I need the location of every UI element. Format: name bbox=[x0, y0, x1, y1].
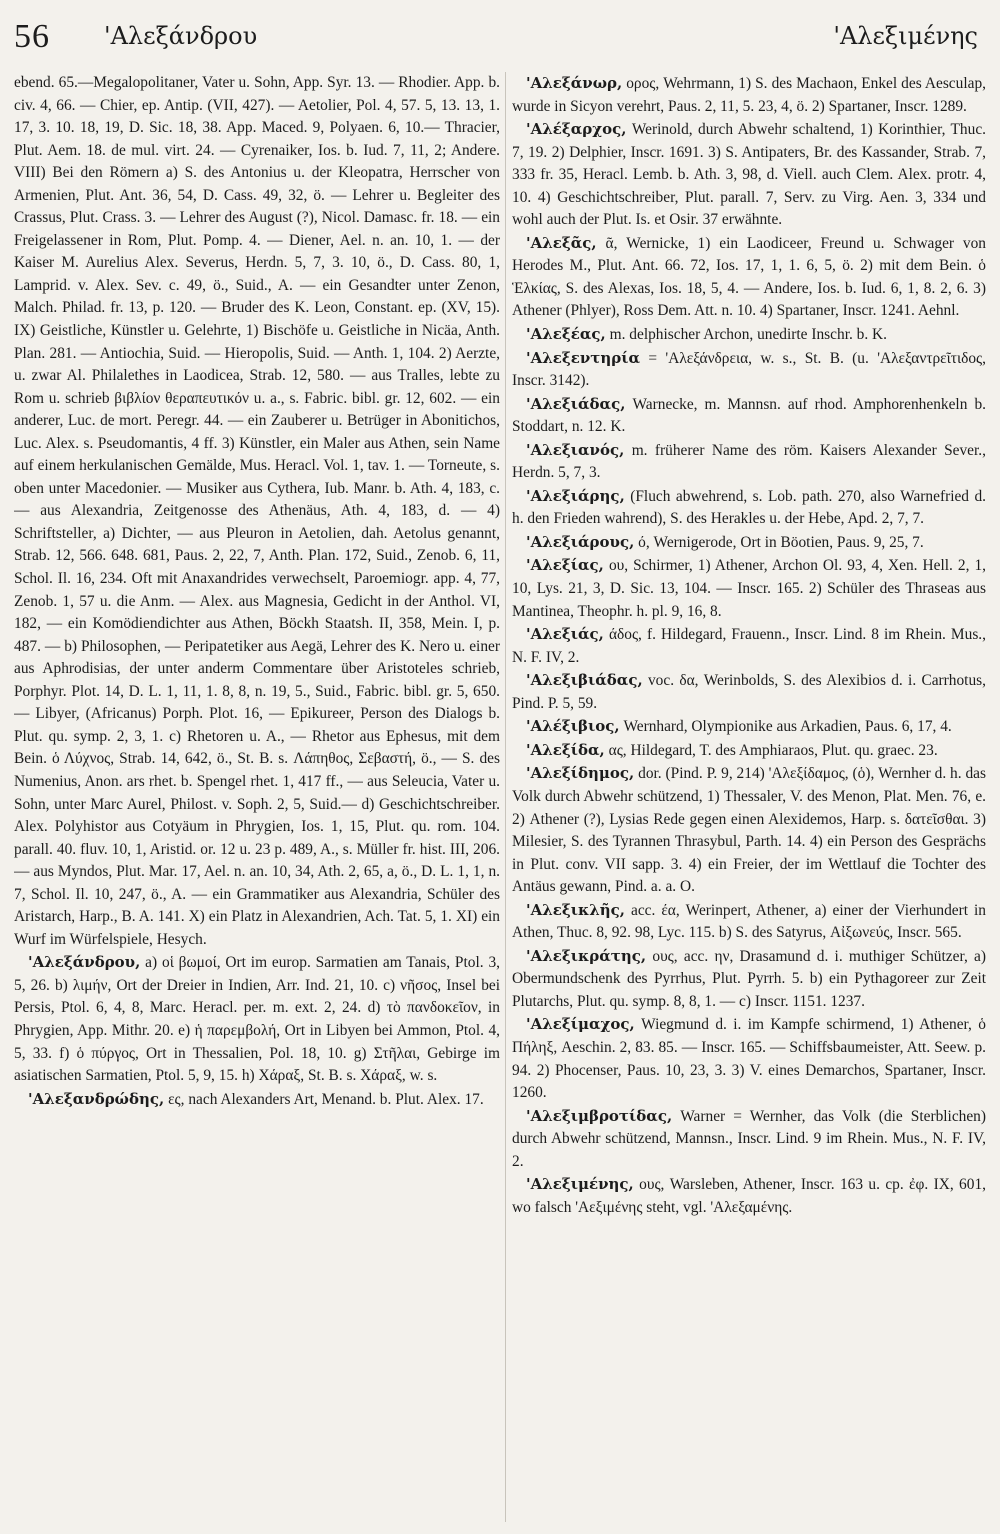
entry-text: Wiegmund d. i. im Kampfe schirmend, 1) Athener, ὁ Πήληξ, Aeschin. 2, 83. 85. — Inscr. 165. — Schiffsbaumeister, Att. Seew. p. 94. 2) Phocenser, Paus. 10, 23, 3. 3) V. eines Demarchos, Spartaner, Inscr. 1260. bbox=[512, 1016, 986, 1102]
entry-text: (Fluch abwehrend, s. Lob. path. 270, also Warnefried d. h. den Frieden wahrend), S. des Herakles u. der Hebe, Apd. 2, 7, 7. bbox=[512, 487, 986, 528]
running-head-left: 'Αλεξάνδρου bbox=[104, 22, 258, 50]
entry-text: acc. έα, Werinpert, Athener, a) einer der Vierhundert in Athen, Thuc. 8, 92. 98, Lyc. 115. b) S. des Satyrus, Αἰξωνεύς, Inscr. 565. bbox=[512, 901, 986, 942]
entry-headword: 'Αλεξιανός, bbox=[526, 440, 625, 459]
entry-headword: 'Αλεξιάς, bbox=[526, 625, 604, 644]
entry-text: ebend. 65.—Megalopolitaner, Vater u. Sohn, App. Syr. 13. — Rhodier. App. b. civ. 4, 66. — Chier, ep. Antip. (VII, 427). — Aetolier, Pol. 4, 57. 5, 13. 13, 1. 17, 3. 10. 18, 19, D. Sic. 18, 38. App. Maced. 9, Polyaen. 6, 10.— Thracier, Plut. Aem. 18. de mul. virt. 24. — Cyrenaiker, Ios. b. Iud. 7, 11, 2; Andere. VIII) Bei den Römern a) S. des Antonius u. der Kleopatra, Herrscher von Armenien, Plut. Ant. 36, 54, D. Cass. 49, 32, ö. — Lehrer u. Begleiter des Crassus, Plut. Crass. 3. — Lehrer des August (?), Nicol. Damasc. fr. 18. — ein Freigelassener in Rom, Plut. Pomp. 4. — Diener, Ael. n. an. 10, 1. — der Kaiser M. Aurelius Alex. Severus, Herdn. 5, 7, 3. 10, ö., D. Cass. 80, 1, Lamprid. v. Alex. Sev. c. 49, ö., Suid., A. — ein Gesandter unter Zenon, Malch. Philad. fr. 13, p. 120. — Bruder des K. Leon, Constant. ep. (XV, 15). IX) Geistliche, Künstler u. Gelehrte, 1) Bischöfe u. Geistliche in Nicäa, Anth. Plan. 281. — Antiochia, Suid. — Hieropolis, Suid. — Anth. 1, 104. 2) Aerzte, u. zwar Al. Philalethes in Laodicea, Strab. 12, 580. — aus Tralles, lebte zu Rom u. schrieb βιβλίον θεραπευτικόν u. a., s. Fabric. bibl. gr. 12, 602. — ein anderer, Luc. de mort. Peregr. 44. — ein Zauberer u. Betrüger in Abonitichos, Luc. Alex. s. Pseudomantis, 4 ff. 3) Künstler, ein Maler aus Athen, sein Name auf einem herkulanischen Gemälde, Mus. Heracl. Vol. 1, tav. 1. — Torneute, s. oben unter Macedonier. — Musiker aus Cythera, Iub. Manr. b. Ath. 4, 183, c. — aus Alexandria, Zeitgenosse des Athenäus, Ath. 4, 183, d. — 4) Schriftsteller, a) Dichter, — aus Pleuron in Aetolien, dah. Aetolus genannt, Strab. 12, 566. 648. 681, Paus. 2, 22, 7, Anth. Plan. 172, Suid., Zenob. 6, 11, Schol. Il. 16, 234. Oft mit Anaxandrides verwechselt, Paroemiogr. app. 4, 77, Zenob. 1, 57 u. die Anm. — Alex. aus Magnesia, Gedicht in der Anthol. VI, 182, — ein Komödiendichter aus Athen, Böckh Staatsh. II, 358, Mein. I, p. 487. — b) Philosophen, — Peripatetiker aus Aegä, Lehrer des K. Nero u. einer aus Aphrodisias, der unter anderm Commentare über Aristoteles schrieb, Porphyr. Plot. 14, D. L. 1, 11, 1. 8, 8, n. 19, 5., Suid., Fabric. bibl. gr. 5, 650. — Libyer, (Africanus) Porph. Plot. 16, — Epikureer, Person des Dialogs b. Plut. qu. symp. 2, 3, 1. c) Rhetoren u. A., — Rhetor aus Ephesus, mit dem Bein. ὁ Λύχνος, Strab. 14, 642, ö., St. B. s. Λάπηθος, Σεβαστή, ö., — S. des Numenius, Anon. ars rhet. b. Spengel rhet. 1, 417 ff., — aus Seleucia, Vater u. Sohn, unter Marc Aurel, Philost. v. Soph. 2, 5, Suid.— d) Geschichtschreiber. Alex. Polyhistor aus Cotyäum in Phrygien, Ios. 1, 15, Plut. qu. rom. 104. parall. 40. fluv. 10, 1, Aristid. or. 12 u. 23 p. 489, A., s. Müller fr. hist. III, 206. — aus Myndos, Plut. Mar. 17, Ael. n. an. 10, 34, Ath. 2, 65, a, ö., D. L. 1, 1, n. 7, Schol. Il. 10, 247, ö., A. — ein Grammatiker aus Alexandria, Schüler des Aristarch, Harp., B. A. 141. X) ein Platz in Alexandrien, Ach. Tat. 5, 1. XI) ein Wurf im Würfelspiele, Hesych. bbox=[14, 74, 500, 948]
entry-text: Warner = Wernher, das Volk (die Sterblichen) durch Abwehr schützend, Mannsn., Inscr. Lind. 9 im Rhein. Mus., N. F. IV, 2. bbox=[512, 1107, 986, 1170]
entry-text: m. früherer Name des röm. Kaisers Alexander Sever., Herdn. 5, 7, 3. bbox=[512, 441, 986, 482]
entry-text: ᾶ, Wernicke, 1) ein Laodiceer, Freund u. Schwager von Herodes M., Plut. Ant. 66. 72, Ios. 17, 1, 1. 6, 5, ö. 2) mit dem Bein. ὁ Ἑλκίας, S. des Alexas, Ios. 18, 5, 4. — Andere, Ios. b. Iud. 6, 1, 8. 2, 6. 3) Athener (Phlyer), Ross Dem. Att. n. 10. 4) Spartaner, Inscr. 1241. Aehnl. bbox=[512, 234, 986, 320]
page-number: 56 bbox=[14, 18, 50, 55]
dictionary-entry bbox=[512, 1013, 986, 1104]
entry-text: ες, nach Alexanders Art, Menand. b. Plut. Alex. 17. bbox=[164, 1090, 484, 1108]
entry-text: ας, Hildegard, T. des Amphiaraos, Plut. qu. graec. 23. bbox=[604, 741, 938, 759]
entry-text: Warnecke, m. Mannsn. auf rhod. Amphorenhenkeln b. Stoddart, n. 12. K. bbox=[512, 395, 986, 436]
entry-headword: 'Αλεξάνδρου, bbox=[28, 953, 141, 972]
entry-text: ου, Schirmer, 1) Athener, Archon Ol. 93, 4, Xen. Hell. 2, 1, 10, Lys. 21, 3, D. Sic. 13, 104. — Inscr. 165. 2) Schüler des Thraseas aus Mantinea, Theophr. h. pl. 9, 16, 8. bbox=[512, 557, 986, 620]
entry-headword: 'Αλεξικράτης, bbox=[526, 946, 647, 965]
entry-text: voc. δα, Werinbolds, S. des Alexibios d. i. Carrhotus, Pind. P. 5, 59. bbox=[512, 672, 986, 712]
entry-headword: 'Αλεξίμαχος, bbox=[526, 1015, 635, 1034]
column-divider bbox=[505, 72, 506, 1522]
dictionary-entry bbox=[512, 669, 986, 715]
entry-text: ό, Wernigerode, Ort in Böotien, Paus. 9, 25, 7. bbox=[634, 533, 924, 551]
entry-text: m. delphischer Archon, unedirte Inschr. b. K. bbox=[605, 326, 888, 344]
dictionary-entry bbox=[512, 715, 986, 739]
entry-text: άδος, f. Hildegard, Frauenn., Inscr. Lind. 8 im Rhein. Mus., N. F. IV, 2. bbox=[512, 626, 986, 666]
entry-headword: 'Αλέξιβιος, bbox=[526, 717, 620, 736]
entry-text: a) οἱ βωμοί, Ort im europ. Sarmatien am Tanais, Ptol. 3, 5, 26. b) λιμήν, Ort der Dreier in Indien, Arr. Ind. 21, 10. c) νῆσος, Insel bei Persis, Ptol. 6, 4, 8, Marc. Heracl. per. m. ext. 2, 24. d) τὸ πανδοκεῖον, in Phrygien, App. Mithr. 20. e) ἡ παρεμβολή, Ort in Libyen bei Ammon, Ptol. 4, 5, 33. f) ὁ πύργος, Ort in Thessalien, Pol. 18, 10. g) Στῆλαι, Gebirge im asiatischen Sarmatien, Ptol. 5, 9, 15. h) Χάραξ, St. B. s. Χάραξ, w. s. bbox=[14, 954, 500, 1085]
entry-text: ορος, Wehrmann, 1) S. des Machaon, Enkel des Aesculap, wurde in Sicyon verehrt, Paus. 2, 11, 5. 23, 4, ö. 2) Spartaner, Inscr. 1289. bbox=[512, 75, 986, 115]
dictionary-entry bbox=[512, 554, 986, 623]
entry-text: ους, acc. ην, Drasamund d. i. muthiger Schützer, a) Obermundschenk des Pyrrhus, Plut. Pyrrh. 5. b) ein Pythagoreer zur Zeit Plutarchs, Plut. qu. symp. 8, 8, 1. — c) Inscr. 1151. 1237. bbox=[512, 947, 986, 1010]
dictionary-entry bbox=[512, 945, 986, 1014]
entry-headword: 'Αλεξιμβροτίδας, bbox=[526, 1106, 673, 1125]
dictionary-entry bbox=[512, 623, 986, 669]
entry-headword: 'Αλεξιάδας, bbox=[526, 394, 626, 413]
entry-headword: 'Αλεξίδα, bbox=[526, 740, 605, 759]
dictionary-entry bbox=[512, 347, 986, 393]
dictionary-entry bbox=[14, 72, 500, 951]
dictionary-entry bbox=[512, 1105, 986, 1174]
dictionary-entry bbox=[512, 1173, 986, 1219]
entry-headword: 'Αλεξιάρης, bbox=[526, 486, 625, 505]
dictionary-entry bbox=[512, 531, 986, 555]
entry-text: Wernhard, Olympionike aus Arkadien, Paus. 6, 17, 4. bbox=[619, 718, 952, 736]
left-column bbox=[14, 72, 500, 1522]
entry-headword: 'Αλεξᾶς, bbox=[526, 233, 597, 252]
entry-headword: 'Αλεξίδημος, bbox=[526, 764, 635, 783]
text-columns bbox=[14, 72, 986, 1522]
entry-headword: 'Αλεξίας, bbox=[526, 556, 604, 575]
dictionary-entry bbox=[512, 899, 986, 945]
entry-text: dor. (Pind. P. 9, 214) 'Αλεξίδαμος, (ὁ), Wernher d. h. das Volk durch Abwehr schützend, 1) Thessaler, V. des Menon, Plat. Men. 76, e. 2) Athener (?), Lysias Rede gegen einen Alexidemos, Harp. s. δατεῖσθαι. 3) Milesier, S. des Tyrannen Thrasybul, Parth. 14. 4) ein Person des Gesprächs in Plut. conv. VII sapp. 3. 4) ein Freier, der im Wettlauf die Tochter des Antäus gewann, Pind. a. a. O. bbox=[512, 765, 986, 896]
dictionary-entry bbox=[512, 118, 986, 232]
entry-headword: 'Αλεξιβιάδας, bbox=[526, 671, 643, 690]
entry-headword: 'Αλεξεντηρία bbox=[526, 348, 641, 367]
entry-headword: 'Αλεξικλῆς, bbox=[526, 900, 626, 919]
dictionary-entry bbox=[512, 393, 986, 439]
entry-text: Werinold, durch Abwehr schaltend, 1) Korinthier, Thuc. 7, 19. 2) Delphier, Inscr. 1691. 3) S. Antipaters, Br. des Kassander, Strab. 7, 333 fr. 35, Heracl. Lemb. b. Ath. 3, 98, d. Viell. auch Clem. Alex. protr. 4, 10. 4) Geschichtschreiber, Plut. parall. 7, Serv. zu Virg. Aen. 3, 334 und wohl auch der Plut. Is. et Osir. 37 erwähnte. bbox=[512, 121, 986, 229]
dictionary-entry bbox=[512, 739, 986, 763]
running-head-right: 'Αλεξιμένης bbox=[833, 22, 978, 50]
page-header bbox=[14, 14, 978, 64]
entry-headword: 'Αλεξέας, bbox=[526, 325, 606, 344]
entry-headword: 'Αλέξαρχος, bbox=[526, 120, 627, 139]
entry-headword: 'Αλεξάνωρ, bbox=[526, 74, 623, 92]
dictionary-entry bbox=[14, 1088, 500, 1112]
dictionary-entry bbox=[512, 323, 986, 347]
dictionary-entry bbox=[512, 72, 986, 118]
entry-text: = 'Αλεξάνδρεια, w. s., St. B. (u. 'Αλεξαντρεῖτιδος, Inscr. 3142). bbox=[512, 349, 986, 390]
entry-text: ους, Warsleben, Athener, Inscr. 163 u. cp. ἐφ. IX, 601, wo falsch 'Αεξιμένης steht, vgl. 'Αλεξαμένης. bbox=[512, 1176, 986, 1216]
dictionary-entry bbox=[14, 951, 500, 1087]
entry-headword: 'Αλεξιμένης, bbox=[526, 1175, 634, 1194]
dictionary-entry bbox=[512, 485, 986, 531]
entry-headword: 'Αλεξανδρώδης, bbox=[28, 1089, 165, 1108]
right-column bbox=[512, 72, 986, 1522]
dictionary-entry bbox=[512, 439, 986, 485]
dictionary-entry bbox=[512, 762, 986, 898]
dictionary-entry bbox=[512, 232, 986, 323]
entry-headword: 'Αλεξιάρους, bbox=[526, 532, 635, 551]
